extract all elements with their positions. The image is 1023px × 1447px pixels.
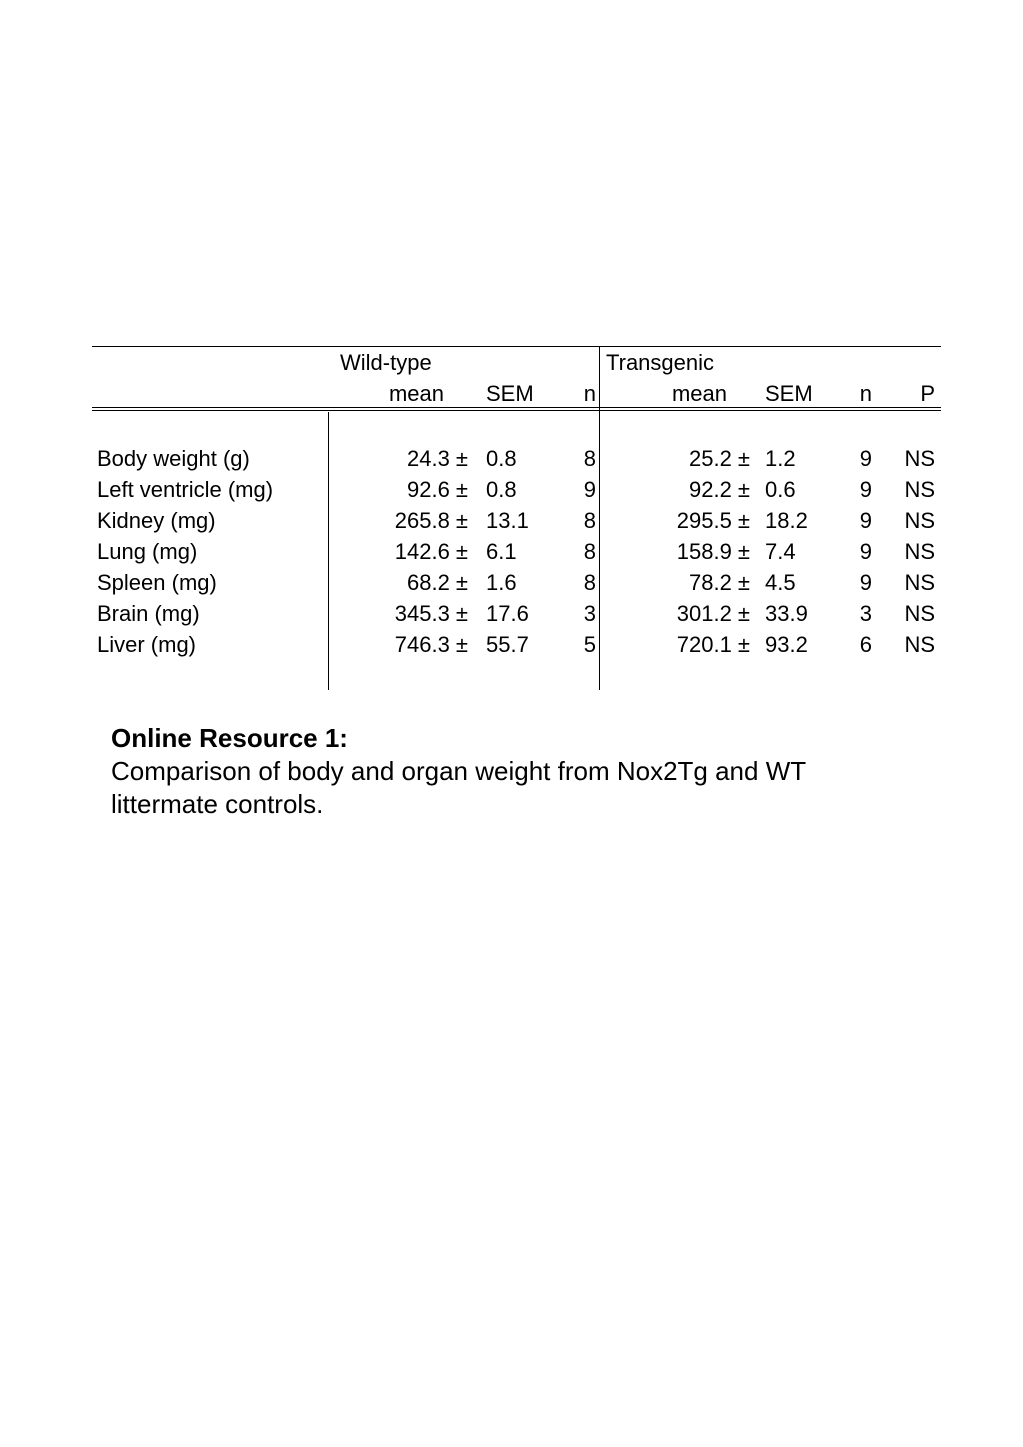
col-header-wt-n: n [583, 381, 596, 406]
tg-sem-value: 93.2 [765, 632, 808, 657]
tg-sem-value: 0.6 [765, 477, 796, 502]
p-value: NS [904, 570, 935, 595]
col-header-wt-mean: mean [388, 381, 444, 406]
wt-mean-value: 345.3 ± [394, 601, 468, 626]
wild-type-header: Wild-type [340, 350, 432, 375]
tg-sem-value: 1.2 [765, 446, 796, 471]
wt-n-value: 5 [583, 632, 596, 657]
tg-sem-value: 33.9 [765, 601, 808, 626]
row-label: Kidney (mg) [97, 508, 216, 533]
row-label: Spleen (mg) [97, 570, 217, 595]
caption-text: Comparison of body and organ weight from Nox2Tg and WT littermate controls. [111, 756, 806, 819]
tg-n-value: 9 [859, 508, 872, 533]
tg-n-value: 6 [859, 632, 872, 657]
wt-mean-value: 24.3 ± [406, 446, 468, 471]
wt-mean-value: 265.8 ± [394, 508, 468, 533]
wt-sem-value: 17.6 [486, 601, 529, 626]
row-label: Left ventricle (mg) [97, 477, 274, 502]
tg-mean-value: 158.9 ± [676, 539, 750, 564]
wt-n-value: 3 [583, 601, 596, 626]
p-value: NS [904, 601, 935, 626]
top-rule [92, 346, 941, 347]
wt-sem-value: 0.8 [486, 477, 517, 502]
transgenic-header: Transgenic [606, 350, 715, 375]
col-header-p: P [920, 381, 935, 406]
wt-sem-value: 55.7 [486, 632, 529, 657]
header-double-rule-upper [92, 407, 941, 408]
tg-mean-value: 295.5 ± [676, 508, 750, 533]
table-caption [111, 722, 911, 821]
tg-mean-value: 301.2 ± [676, 601, 750, 626]
tg-sem-value: 7.4 [765, 539, 796, 564]
wt-n-value: 8 [583, 508, 596, 533]
col-header-tg-n: n [859, 381, 872, 406]
row-label: Brain (mg) [97, 601, 200, 626]
row-label: Body weight (g) [97, 446, 250, 471]
tg-n-value: 3 [859, 601, 872, 626]
tg-mean-value: 78.2 ± [688, 570, 750, 595]
wt-n-value: 8 [583, 446, 596, 471]
wt-sem-value: 6.1 [486, 539, 517, 564]
wt-mean-value: 68.2 ± [406, 570, 468, 595]
tg-n-value: 9 [859, 446, 872, 471]
tg-n-value: 9 [859, 539, 872, 564]
tg-mean-value: 720.1 ± [676, 632, 750, 657]
wt-sem-value: 13.1 [486, 508, 529, 533]
wt-n-value: 8 [583, 570, 596, 595]
col-header-wt-sem: SEM [486, 381, 534, 406]
tg-mean-value: 25.2 ± [688, 446, 750, 471]
wt-n-value: 8 [583, 539, 596, 564]
tg-n-value: 9 [859, 570, 872, 595]
caption-title: Online Resource 1: [111, 723, 348, 753]
col-header-tg-mean: mean [671, 381, 727, 406]
wt-mean-value: 92.6 ± [406, 477, 468, 502]
wt-mean-value: 142.6 ± [394, 539, 468, 564]
p-value: NS [904, 477, 935, 502]
p-value: NS [904, 539, 935, 564]
tg-mean-value: 92.2 ± [688, 477, 750, 502]
tg-n-value: 9 [859, 477, 872, 502]
tg-sem-value: 4.5 [765, 570, 796, 595]
organ-weight-table [92, 346, 941, 690]
p-value: NS [904, 446, 935, 471]
group-divider [599, 346, 600, 690]
header-double-rule-lower [92, 410, 941, 411]
wt-sem-value: 1.6 [486, 570, 517, 595]
row-label: Lung (mg) [97, 539, 198, 564]
label-column-divider [328, 412, 329, 690]
p-value: NS [904, 508, 935, 533]
wt-n-value: 9 [583, 477, 596, 502]
wt-sem-value: 0.8 [486, 446, 517, 471]
p-value: NS [904, 632, 935, 657]
row-label: Liver (mg) [97, 632, 197, 657]
wt-mean-value: 746.3 ± [394, 632, 468, 657]
col-header-tg-sem: SEM [765, 381, 813, 406]
tg-sem-value: 18.2 [765, 508, 808, 533]
